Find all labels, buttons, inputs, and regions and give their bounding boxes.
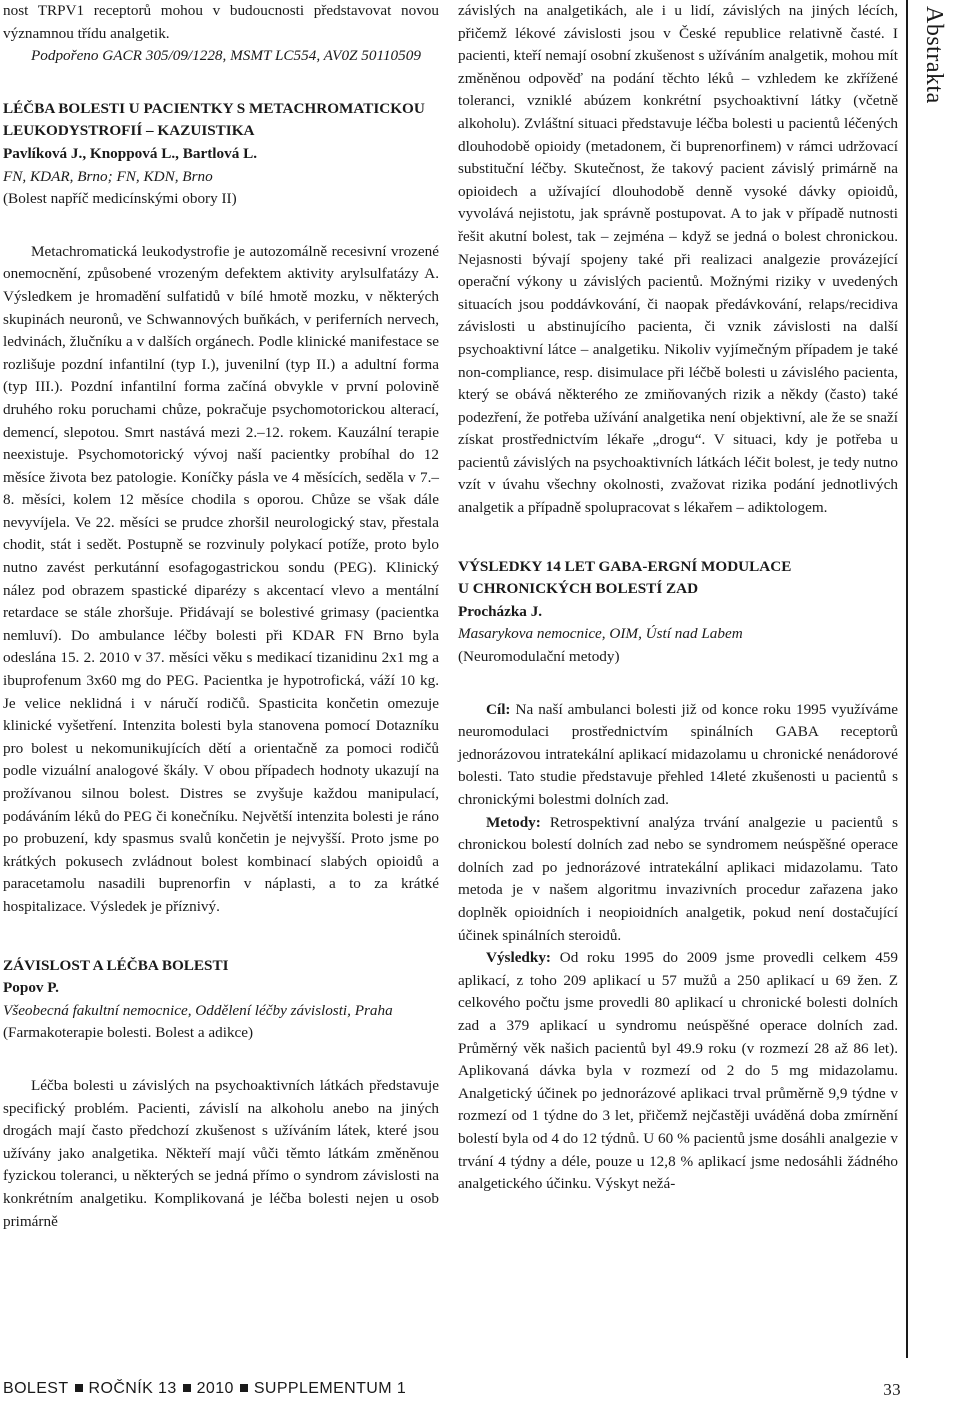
abstract-leukodystrophy <box>3 98 439 919</box>
page-number: 33 <box>883 1380 901 1399</box>
abstract-authors: Pavlíková J., Knoppová L., Bartlová L. <box>3 144 258 162</box>
results-label: Výsledky: <box>486 949 551 967</box>
abstract-session: (Neuromodulační metody) <box>458 648 620 666</box>
abstract-title-line2: U CHRONICKÝCH BOLESTÍ ZAD <box>458 580 699 598</box>
abstract-results <box>458 947 898 1196</box>
abstract-body: Metachromatická leukodystrofie je autozomálně recesivní vrozené onemocnění, způsobené vrozeným defektem aktivity arylsulfatázy A. Výsledkem je hromadění sulfatidů v bílé hmotě mozku, v některých skupinách neuronů, ve Schwannových buňkách, v periferních nervech, ledvinách, žlučníku a v dalších orgánech. Podle klinické manifestace se rozlišuje pozdní infantilní (typ I.), juvenilní (typ II.) a adultní forma (typ III.). Pozdní infantilní forma začíná obvykle v první polovině druhého roku poruchami chůze, pokračuje psychomotorickou alterací, demencí, slepotou. Smrt nastává mezi 2.–12. rokem. Kauzální terapie neexistuje. Psychomotorický vývoj naší pacientky probíhal do 12 měsíce života bez patologie. Koníčky pásla ve 4 měsících, seděla v 7.–8. měsíci, kolem 12 měsíce chodila s oporou. Chůze se však dále nevyvíjela. Ve 22. měsíci se prudce zhoršil neurologický stav, přestala chodit, stát i sedět. Postupně se rozvinuly polykací potíže, proto bylo nutno zavést perkutánní esofagogastrickou sondu (PEG). Klinický nález pod obrazem spastické diparézy s akcentací vlevo a mentální retardace se stále zhoršuje. Přidávají se bolestivé grimasy (pacientka nemluví). Do ambulance léčby bolesti při KDAR FN Brno byla odeslána 15. 2. 2010 v 37. měsíci věku s medikací tizanidinu 2x1 mg a ibuprofenum 3x60 mg do PEG. Pacientka je hypotrofická, váží 10 kg. Je velice neklidná i v náručí rodičů. Spasticita končetin omezuje klinické vyšetření. Intenzita bolesti byla stanovena pomocí Dotazníku pro bolest u nekomunikujících dětí a orientačně za pomoci rodičů podle vizuální analogové škály. V obou případech hodnoty ukazují na prožívanou silnou bolest. Distres se zvyšuje každou manipulací, podáváním léků do PEG či konečníku. Největší intenzita bolesti je ráno po probuzení, kdy spasmus svalů končetin je nejvyšší. Proto jsme po krátkých pokusech zvládnout bolest kombinací slabých opioidů a paracetamolu nasadili buprenorfin v náplasti, a to za krátké hospitalizace. Výsledek je příznivý. <box>3 242 439 915</box>
right-column <box>458 0 898 1196</box>
funding-note: Podpořeno GACR 305/09/1228, MSMT LC554, AV0Z 50110509 <box>31 47 421 65</box>
abstract-body-continued: závislých na analgetikách, ale i u lidí, závislých na jiných lécích, přičemž lékové závislosti jsou v České republice relativně časté. I pacienti, kteří nemají osobní zkušenost s užíváním analgetik, mohou mít změněnou odpověď na podání těchto léků – vzhledem ke zkřížené toleranci, vzniklé abúzem konkrétní psychoaktivní látky (včetně alkoholu). Zvláštní situaci představuje léčba bolesti u pacientů léčených dlouhodobě opioidy (metadonem, či buprenorfinem) v rámci udržovací substituční léčby. Skutečnost, že takový pacient závislý primárně na opioidech a užívající dlouhodobě denně vysoké dávky opioidů, vyvolává nejistotu, jak správně postupovat. A to jak v případě nutnosti řešit akutní bolest, tak – zejména – když se jedná o bolest chronickou. Nejasnosti bývají spojeny také při realizaci analgezie provázející operační výkony u závislých pacientů. Možnými riziky v uvedených situacích jsou poddávkování, či naopak předávkování, relaps/recidiva závislosti u abstinujícího pacienta, či vznik závislosti na další psychoaktivní látce – analgetiku. Nikoliv vyjímečným případem je také non-compliance, resp. disimulace při léčbě bolesti u závislého pacienta, který se obává některého ze zmiňovaných rizik a někdy (často) také podezření, že potřeba užívání analgetika není objektivní, ale že se snaží získat prostřednictvím lékaře „drogu“. V situaci, kdy je potřeba u pacientů závislých na psychoaktivních látkách léčit bolest, je tedy nutno vzít v úvahu všechny okolnosti, zvažovat rizika podání jednotlivých analgetik a případně spolupracovat s lékařem – adiktologem. <box>458 2 898 517</box>
abstract-addiction <box>3 955 439 1234</box>
methods-text: Retrospektivní analýza trvání analgezie u pacientů s chronickou bolestí dolních zad nebo se syndromem neúspěšné operace dolních zad po jednorázové intratekální aplikaci midazolamu. Tato metoda je v našem algoritmu invazivních procedur zařazena jako doplněk opioidních i neopioidních analgetik, pokud není dostačující účinek spinálních steroidů. <box>458 813 898 944</box>
journal-volume: ROČNÍK 13 <box>88 1380 177 1397</box>
aim-label: Cíl: <box>486 700 511 718</box>
square-separator-icon <box>183 1384 191 1392</box>
side-rule <box>906 0 908 1358</box>
journal-name: BOLEST <box>3 1380 69 1397</box>
left-column <box>3 0 439 1233</box>
abstract-authors: Popov P. <box>3 979 59 997</box>
square-separator-icon <box>75 1384 83 1392</box>
intro-text: nost TRPV1 receptorů mohou v budoucnosti představovat novou významnou třídu analgetik. <box>3 2 439 42</box>
abstract-title: LÉČBA BOLESTI U PACIENTKY S METACHROMATICKOU LEUKODYSTROFIÍ – KAZUISTIKA <box>3 99 425 140</box>
square-separator-icon <box>240 1384 248 1392</box>
abstract-methods <box>458 812 898 948</box>
abstract-authors: Procházka J. <box>458 602 543 620</box>
abstract-aim <box>458 699 898 812</box>
results-text: Od roku 1995 do 2009 jsme provedli celkem 459 aplikací, z toho 209 aplikací u 57 mužů a 250 aplikací u 69 žen. Z celkového počtu jsme provedli 80 aplikací u chronické bolesti dolních zad a 379 aplikací u syndromu neúspěšné operace dolních zad. Průměrný věk našich pacientů byl 49.9 roku (v rozmezí 28 až 86 let). Aplikovaná dávka byla v rozmezí od 2 do 5 mg midazolamu. Analgetický účinek po jednorázové aplikaci trval průměrně 9,9 týdne v rozmezí od 1 týdne do 3 let, přičemž nejčastěji uváděná doba zmírnění bolestí byla od 4 do 12 týdnů. U 60 % pacientů jsme dosáhli analgezie v trvání 4 týdny a déle, pouze u 12,8 % aplikací jsme nedosáhli žádného analgetického účinku. Výskyt nežá- <box>458 949 898 1193</box>
abstract-title: ZÁVISLOST A LÉČBA BOLESTI <box>3 956 229 974</box>
section-side-tab <box>906 0 960 1358</box>
abstract-session: (Bolest napříč medicínskými obory II) <box>3 190 237 208</box>
abstract-body: Léčba bolesti u závislých na psychoaktivních látkách představuje specifický problém. Pacienti, závislí na alkoholu anebo na jiných drogách mají často předchozí zkušenost s užíváním látek, které jsou užívány jako analgetika. Někteří mají vůči těmto látkám změněnou fyzickou toleranci, u některých se jedná přímo o syndrom závislosti na konkrétním analgetiku. Komplikovaná je léčba bolesti nejen u osob primárně <box>3 1076 439 1230</box>
abstract-gaba-modulation <box>458 556 898 1196</box>
journal-supplement: SUPPLEMENTUM 1 <box>253 1380 407 1397</box>
aim-text: Na naší ambulanci bolesti již od konce roku 1995 využíváme neuromodulaci prostřednictvím spinálních GABA receptorů jednorázovou intratekální aplikací midazolamu u chronické nenádorové bolesti. Tato studie představuje přehled 14leté zkušenosti u pacientů s chronickými bolestmi dolních zad. <box>458 700 898 808</box>
abstract-session: (Farmakoterapie bolesti. Bolest a adikce) <box>3 1024 254 1042</box>
journal-year: 2010 <box>196 1380 234 1397</box>
methods-label: Metody: <box>486 813 541 831</box>
abstract-affiliation: FN, KDAR, Brno; FN, KDN, Brno <box>3 167 213 185</box>
page-footer <box>3 1376 957 1402</box>
abstract-affiliation: Všeobecná fakultní nemocnice, Oddělení léčby závislosti, Praha <box>3 1001 393 1019</box>
journal-info <box>3 1380 406 1398</box>
section-label: Abstrakta <box>921 6 947 104</box>
abstract-affiliation: Masarykova nemocnice, OIM, Ústí nad Labem <box>458 625 743 643</box>
abstract-title-line1: VÝSLEDKY 14 LET GABA-ERGNÍ MODULACE <box>458 557 792 575</box>
